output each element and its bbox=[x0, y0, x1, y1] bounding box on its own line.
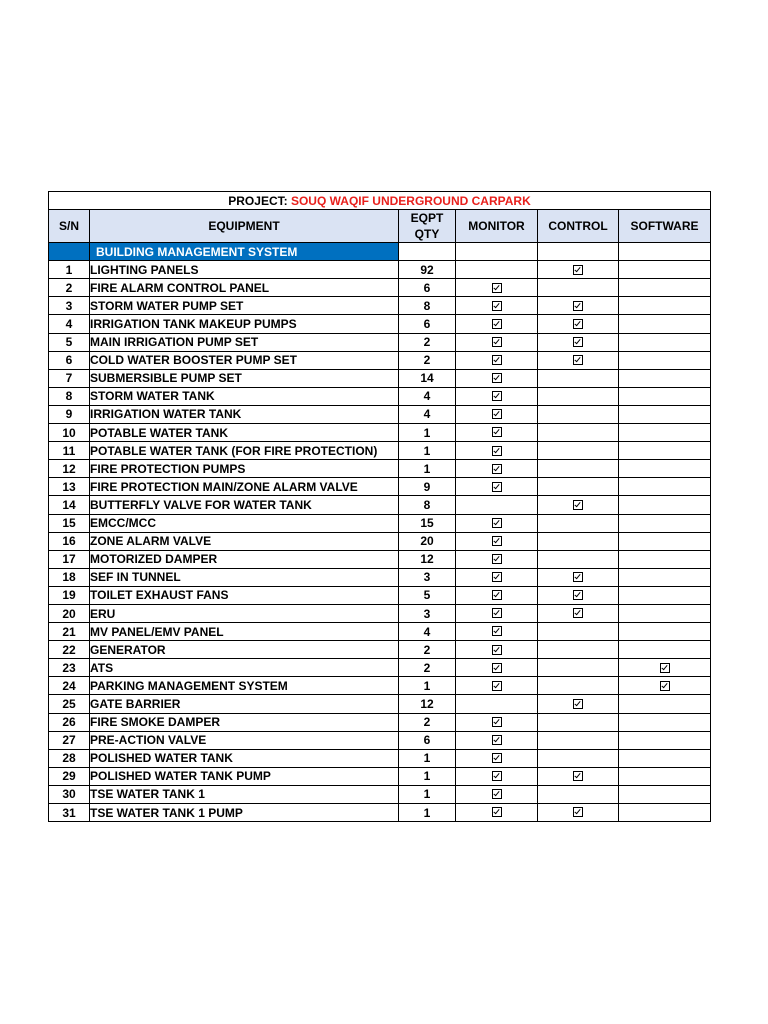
checked-box-icon bbox=[492, 626, 502, 636]
row-software-cell bbox=[619, 297, 711, 315]
row-sn: 12 bbox=[49, 460, 90, 478]
table-row bbox=[49, 695, 711, 713]
checked-box-icon bbox=[492, 807, 502, 817]
row-equipment-name: FIRE ALARM CONTROL PANEL bbox=[90, 279, 399, 297]
row-software-cell bbox=[619, 460, 711, 478]
row-equipment-name: GENERATOR bbox=[90, 641, 399, 659]
row-sn: 28 bbox=[49, 749, 90, 767]
row-equipment-name: TSE WATER TANK 1 PUMP bbox=[90, 804, 399, 822]
row-qty: 4 bbox=[399, 387, 456, 405]
row-equipment-name: POLISHED WATER TANK PUMP bbox=[90, 767, 399, 785]
row-sn: 5 bbox=[49, 333, 90, 351]
row-equipment-name: FIRE PROTECTION PUMPS bbox=[90, 460, 399, 478]
checked-box-icon bbox=[492, 283, 502, 293]
row-sn: 25 bbox=[49, 695, 90, 713]
table-row bbox=[49, 659, 711, 677]
row-monitor-cell bbox=[456, 623, 538, 641]
row-control-cell bbox=[538, 749, 619, 767]
row-sn: 11 bbox=[49, 442, 90, 460]
row-software-cell bbox=[619, 713, 711, 731]
table-row bbox=[49, 604, 711, 622]
row-sn: 7 bbox=[49, 369, 90, 387]
row-software-cell bbox=[619, 351, 711, 369]
checked-box-icon bbox=[573, 771, 583, 781]
row-software-cell bbox=[619, 659, 711, 677]
checked-box-icon bbox=[492, 518, 502, 528]
row-monitor-cell bbox=[456, 442, 538, 460]
row-equipment-name: GATE BARRIER bbox=[90, 695, 399, 713]
row-software-cell bbox=[619, 496, 711, 514]
row-monitor-cell bbox=[456, 532, 538, 550]
table-row bbox=[49, 731, 711, 749]
row-equipment-name: STORM WATER PUMP SET bbox=[90, 297, 399, 315]
row-control-cell bbox=[538, 695, 619, 713]
checked-box-icon bbox=[573, 301, 583, 311]
checked-box-icon bbox=[492, 482, 502, 492]
row-software-cell bbox=[619, 261, 711, 279]
checked-box-icon bbox=[492, 391, 502, 401]
row-monitor-cell bbox=[456, 767, 538, 785]
row-control-cell bbox=[538, 550, 619, 568]
checked-box-icon bbox=[492, 789, 502, 799]
row-software-cell bbox=[619, 387, 711, 405]
checked-box-icon bbox=[573, 337, 583, 347]
row-qty: 12 bbox=[399, 550, 456, 568]
row-qty: 1 bbox=[399, 460, 456, 478]
table-row bbox=[49, 424, 711, 442]
row-sn: 14 bbox=[49, 496, 90, 514]
row-control-cell bbox=[538, 261, 619, 279]
table-row bbox=[49, 514, 711, 532]
row-monitor-cell bbox=[456, 713, 538, 731]
row-qty: 15 bbox=[399, 514, 456, 532]
row-control-cell bbox=[538, 677, 619, 695]
row-qty: 8 bbox=[399, 297, 456, 315]
row-monitor-cell bbox=[456, 460, 538, 478]
header-software: SOFTWARE bbox=[619, 210, 711, 243]
row-sn: 31 bbox=[49, 804, 90, 822]
row-qty: 14 bbox=[399, 369, 456, 387]
table-row bbox=[49, 297, 711, 315]
row-qty: 1 bbox=[399, 442, 456, 460]
row-software-cell bbox=[619, 315, 711, 333]
row-control-cell bbox=[538, 731, 619, 749]
project-title bbox=[49, 192, 711, 210]
row-qty: 6 bbox=[399, 731, 456, 749]
row-qty: 5 bbox=[399, 586, 456, 604]
row-software-cell bbox=[619, 749, 711, 767]
table-row bbox=[49, 749, 711, 767]
checked-box-icon bbox=[492, 608, 502, 618]
row-software-cell bbox=[619, 279, 711, 297]
row-equipment-name: FIRE SMOKE DAMPER bbox=[90, 713, 399, 731]
equipment-table bbox=[48, 191, 711, 822]
row-software-cell bbox=[619, 623, 711, 641]
section-blank-software bbox=[619, 243, 711, 261]
row-qty: 3 bbox=[399, 604, 456, 622]
row-equipment-name: EMCC/MCC bbox=[90, 514, 399, 532]
table-row bbox=[49, 713, 711, 731]
row-qty: 2 bbox=[399, 351, 456, 369]
row-qty: 1 bbox=[399, 424, 456, 442]
row-control-cell bbox=[538, 496, 619, 514]
row-control-cell bbox=[538, 713, 619, 731]
checked-box-icon bbox=[492, 536, 502, 546]
table-row bbox=[49, 351, 711, 369]
row-software-cell bbox=[619, 532, 711, 550]
checked-box-icon bbox=[492, 337, 502, 347]
checked-box-icon bbox=[660, 681, 670, 691]
checked-box-icon bbox=[573, 265, 583, 275]
checked-box-icon bbox=[492, 554, 502, 564]
checked-box-icon bbox=[492, 771, 502, 781]
row-equipment-name: ERU bbox=[90, 604, 399, 622]
row-qty: 6 bbox=[399, 279, 456, 297]
row-software-cell bbox=[619, 405, 711, 423]
row-sn: 23 bbox=[49, 659, 90, 677]
checked-box-icon bbox=[492, 572, 502, 582]
row-qty: 92 bbox=[399, 261, 456, 279]
row-monitor-cell bbox=[456, 641, 538, 659]
row-qty: 12 bbox=[399, 695, 456, 713]
table-row bbox=[49, 767, 711, 785]
row-control-cell bbox=[538, 297, 619, 315]
row-control-cell bbox=[538, 460, 619, 478]
row-monitor-cell bbox=[456, 550, 538, 568]
table-row bbox=[49, 550, 711, 568]
row-control-cell bbox=[538, 659, 619, 677]
checked-box-icon bbox=[492, 464, 502, 474]
row-software-cell bbox=[619, 804, 711, 822]
table-row bbox=[49, 478, 711, 496]
row-equipment-name: SEF IN TUNNEL bbox=[90, 568, 399, 586]
row-sn: 18 bbox=[49, 568, 90, 586]
row-equipment-name: POLISHED WATER TANK bbox=[90, 749, 399, 767]
table-row bbox=[49, 804, 711, 822]
header-equipment: EQUIPMENT bbox=[90, 210, 399, 243]
row-software-cell bbox=[619, 695, 711, 713]
checked-box-icon bbox=[573, 590, 583, 600]
row-qty: 1 bbox=[399, 804, 456, 822]
header-control: CONTROL bbox=[538, 210, 619, 243]
row-software-cell bbox=[619, 641, 711, 659]
row-sn: 16 bbox=[49, 532, 90, 550]
table-row bbox=[49, 405, 711, 423]
row-software-cell bbox=[619, 785, 711, 803]
table-row bbox=[49, 677, 711, 695]
row-control-cell bbox=[538, 514, 619, 532]
row-monitor-cell bbox=[456, 351, 538, 369]
row-qty: 9 bbox=[399, 478, 456, 496]
checked-box-icon bbox=[492, 301, 502, 311]
row-monitor-cell bbox=[456, 659, 538, 677]
checked-box-icon bbox=[573, 699, 583, 709]
row-monitor-cell bbox=[456, 731, 538, 749]
row-monitor-cell bbox=[456, 677, 538, 695]
row-equipment-name: FIRE PROTECTION MAIN/ZONE ALARM VALVE bbox=[90, 478, 399, 496]
table-row bbox=[49, 586, 711, 604]
row-equipment-name: PRE-ACTION VALVE bbox=[90, 731, 399, 749]
row-sn: 26 bbox=[49, 713, 90, 731]
project-label: PROJECT: bbox=[228, 193, 288, 208]
section-row bbox=[49, 243, 711, 261]
table-row bbox=[49, 387, 711, 405]
row-sn: 24 bbox=[49, 677, 90, 695]
row-sn: 1 bbox=[49, 261, 90, 279]
row-equipment-name: PARKING MANAGEMENT SYSTEM bbox=[90, 677, 399, 695]
row-equipment-name: SUBMERSIBLE PUMP SET bbox=[90, 369, 399, 387]
checked-box-icon bbox=[492, 645, 502, 655]
table-row bbox=[49, 261, 711, 279]
row-monitor-cell bbox=[456, 586, 538, 604]
header-sn: S/N bbox=[49, 210, 90, 243]
row-qty: 1 bbox=[399, 767, 456, 785]
row-software-cell bbox=[619, 731, 711, 749]
row-sn: 22 bbox=[49, 641, 90, 659]
row-control-cell bbox=[538, 785, 619, 803]
row-control-cell bbox=[538, 478, 619, 496]
row-software-cell bbox=[619, 568, 711, 586]
row-equipment-name: BUTTERFLY VALVE FOR WATER TANK bbox=[90, 496, 399, 514]
project-title-row bbox=[49, 192, 711, 210]
row-equipment-name: POTABLE WATER TANK bbox=[90, 424, 399, 442]
section-title: BUILDING MANAGEMENT SYSTEM bbox=[90, 243, 399, 261]
section-blank-sn bbox=[49, 243, 90, 261]
row-sn: 17 bbox=[49, 550, 90, 568]
row-sn: 15 bbox=[49, 514, 90, 532]
row-qty: 3 bbox=[399, 568, 456, 586]
table-row bbox=[49, 532, 711, 550]
row-equipment-name: LIGHTING PANELS bbox=[90, 261, 399, 279]
row-equipment-name: MAIN IRRIGATION PUMP SET bbox=[90, 333, 399, 351]
row-monitor-cell bbox=[456, 604, 538, 622]
row-software-cell bbox=[619, 514, 711, 532]
row-qty: 20 bbox=[399, 532, 456, 550]
row-software-cell bbox=[619, 442, 711, 460]
table-row bbox=[49, 460, 711, 478]
table-row bbox=[49, 496, 711, 514]
row-monitor-cell bbox=[456, 369, 538, 387]
row-monitor-cell bbox=[456, 785, 538, 803]
row-sn: 21 bbox=[49, 623, 90, 641]
row-software-cell bbox=[619, 604, 711, 622]
header-qty-line1: EQPT bbox=[410, 211, 444, 226]
checked-box-icon bbox=[492, 427, 502, 437]
table-row bbox=[49, 333, 711, 351]
row-software-cell bbox=[619, 767, 711, 785]
checked-box-icon bbox=[492, 663, 502, 673]
row-control-cell bbox=[538, 767, 619, 785]
checked-box-icon bbox=[573, 500, 583, 510]
row-sn: 9 bbox=[49, 405, 90, 423]
checked-box-icon bbox=[492, 446, 502, 456]
row-sn: 6 bbox=[49, 351, 90, 369]
table-row bbox=[49, 369, 711, 387]
row-sn: 10 bbox=[49, 424, 90, 442]
row-monitor-cell bbox=[456, 749, 538, 767]
row-qty: 2 bbox=[399, 659, 456, 677]
row-software-cell bbox=[619, 550, 711, 568]
row-equipment-name: POTABLE WATER TANK (FOR FIRE PROTECTION) bbox=[90, 442, 399, 460]
checked-box-icon bbox=[573, 355, 583, 365]
header-monitor: MONITOR bbox=[456, 210, 538, 243]
row-monitor-cell bbox=[456, 387, 538, 405]
row-sn: 30 bbox=[49, 785, 90, 803]
row-equipment-name: IRRIGATION WATER TANK bbox=[90, 405, 399, 423]
row-sn: 20 bbox=[49, 604, 90, 622]
checked-box-icon bbox=[492, 590, 502, 600]
row-monitor-cell bbox=[456, 804, 538, 822]
row-control-cell bbox=[538, 333, 619, 351]
row-sn: 8 bbox=[49, 387, 90, 405]
header-row bbox=[49, 210, 711, 243]
row-qty: 2 bbox=[399, 333, 456, 351]
row-equipment-name: MV PANEL/EMV PANEL bbox=[90, 623, 399, 641]
table-row bbox=[49, 785, 711, 803]
row-equipment-name: TSE WATER TANK 1 bbox=[90, 785, 399, 803]
row-control-cell bbox=[538, 568, 619, 586]
row-monitor-cell bbox=[456, 478, 538, 496]
row-qty: 2 bbox=[399, 641, 456, 659]
row-control-cell bbox=[538, 641, 619, 659]
row-equipment-name: ATS bbox=[90, 659, 399, 677]
row-monitor-cell bbox=[456, 514, 538, 532]
row-equipment-name: STORM WATER TANK bbox=[90, 387, 399, 405]
row-control-cell bbox=[538, 279, 619, 297]
row-control-cell bbox=[538, 387, 619, 405]
row-sn: 4 bbox=[49, 315, 90, 333]
row-sn: 19 bbox=[49, 586, 90, 604]
row-sn: 27 bbox=[49, 731, 90, 749]
table-row bbox=[49, 641, 711, 659]
row-control-cell bbox=[538, 424, 619, 442]
row-monitor-cell bbox=[456, 496, 538, 514]
row-control-cell bbox=[538, 369, 619, 387]
checked-box-icon bbox=[660, 663, 670, 673]
row-equipment-name: ZONE ALARM VALVE bbox=[90, 532, 399, 550]
row-monitor-cell bbox=[456, 405, 538, 423]
row-sn: 3 bbox=[49, 297, 90, 315]
table-row bbox=[49, 315, 711, 333]
project-name: SOUQ WAQIF UNDERGROUND CARPARK bbox=[290, 193, 531, 208]
row-control-cell bbox=[538, 623, 619, 641]
checked-box-icon bbox=[492, 409, 502, 419]
checked-box-icon bbox=[492, 355, 502, 365]
checked-box-icon bbox=[573, 807, 583, 817]
header-qty-line2: QTY bbox=[414, 227, 440, 242]
row-equipment-name: COLD WATER BOOSTER PUMP SET bbox=[90, 351, 399, 369]
table-row bbox=[49, 623, 711, 641]
table-row bbox=[49, 442, 711, 460]
row-qty: 6 bbox=[399, 315, 456, 333]
row-control-cell bbox=[538, 405, 619, 423]
row-control-cell bbox=[538, 351, 619, 369]
row-equipment-name: TOILET EXHAUST FANS bbox=[90, 586, 399, 604]
table-row bbox=[49, 279, 711, 297]
row-sn: 13 bbox=[49, 478, 90, 496]
row-monitor-cell bbox=[456, 333, 538, 351]
row-control-cell bbox=[538, 315, 619, 333]
row-qty: 1 bbox=[399, 749, 456, 767]
row-software-cell bbox=[619, 369, 711, 387]
table-row bbox=[49, 568, 711, 586]
checked-box-icon bbox=[492, 681, 502, 691]
row-monitor-cell bbox=[456, 568, 538, 586]
row-control-cell bbox=[538, 532, 619, 550]
row-control-cell bbox=[538, 586, 619, 604]
row-monitor-cell bbox=[456, 297, 538, 315]
row-control-cell bbox=[538, 804, 619, 822]
row-monitor-cell bbox=[456, 695, 538, 713]
row-software-cell bbox=[619, 677, 711, 695]
section-blank-qty bbox=[399, 243, 456, 261]
row-equipment-name: MOTORIZED DAMPER bbox=[90, 550, 399, 568]
row-monitor-cell bbox=[456, 315, 538, 333]
row-qty: 4 bbox=[399, 623, 456, 641]
checked-box-icon bbox=[492, 319, 502, 329]
checked-box-icon bbox=[492, 735, 502, 745]
section-blank-control bbox=[538, 243, 619, 261]
checked-box-icon bbox=[492, 753, 502, 763]
checked-box-icon bbox=[573, 319, 583, 329]
row-qty: 1 bbox=[399, 785, 456, 803]
row-qty: 1 bbox=[399, 677, 456, 695]
row-qty: 8 bbox=[399, 496, 456, 514]
row-sn: 2 bbox=[49, 279, 90, 297]
row-qty: 2 bbox=[399, 713, 456, 731]
header-qty bbox=[399, 210, 456, 243]
row-software-cell bbox=[619, 478, 711, 496]
checked-box-icon bbox=[573, 572, 583, 582]
row-control-cell bbox=[538, 442, 619, 460]
row-equipment-name: IRRIGATION TANK MAKEUP PUMPS bbox=[90, 315, 399, 333]
checked-box-icon bbox=[492, 717, 502, 727]
checked-box-icon bbox=[573, 608, 583, 618]
row-monitor-cell bbox=[456, 279, 538, 297]
row-software-cell bbox=[619, 333, 711, 351]
checked-box-icon bbox=[492, 373, 502, 383]
row-qty: 4 bbox=[399, 405, 456, 423]
row-software-cell bbox=[619, 586, 711, 604]
section-blank-monitor bbox=[456, 243, 538, 261]
row-software-cell bbox=[619, 424, 711, 442]
row-monitor-cell bbox=[456, 424, 538, 442]
row-control-cell bbox=[538, 604, 619, 622]
row-monitor-cell bbox=[456, 261, 538, 279]
row-sn: 29 bbox=[49, 767, 90, 785]
